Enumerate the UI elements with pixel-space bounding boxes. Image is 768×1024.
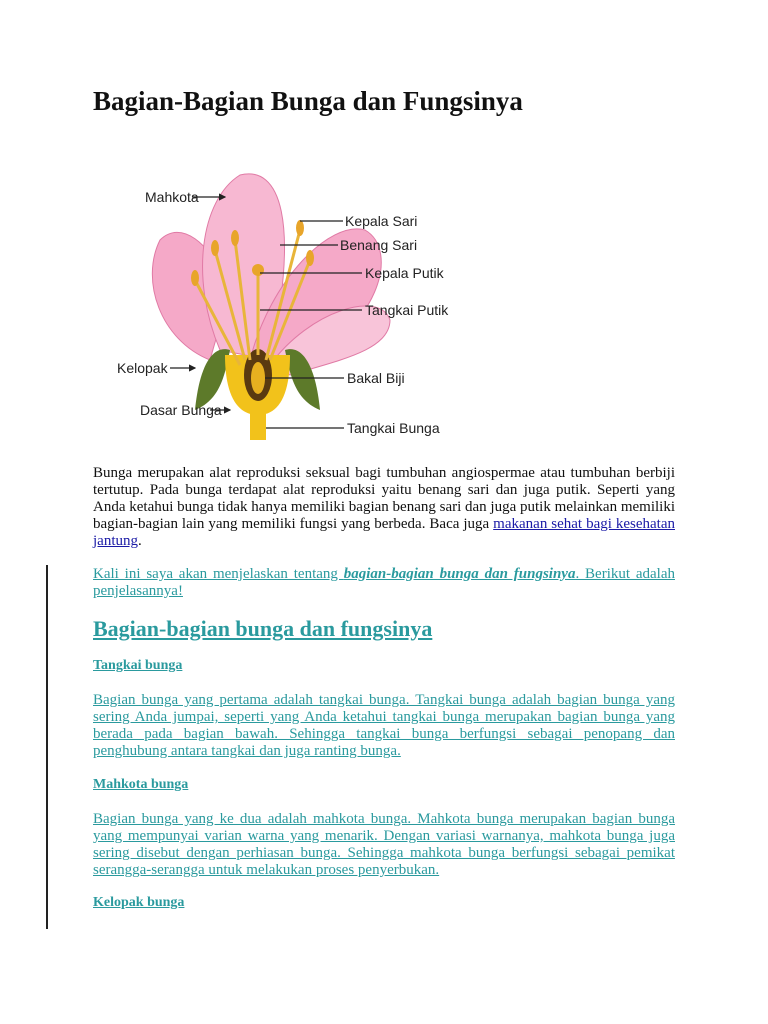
intro-end: . xyxy=(138,533,142,549)
label-kepala-sari: Kepala Sari xyxy=(345,213,418,229)
intro-paragraph xyxy=(93,465,675,550)
lead-paragraph[interactable] xyxy=(93,566,675,600)
section-heading[interactable]: Bagian-bagian bunga dan fungsinya xyxy=(93,616,433,641)
flower-diagram xyxy=(100,160,500,450)
heading-mahkota-bunga[interactable]: Mahkota bunga xyxy=(93,777,189,792)
heading-kelopak-bunga[interactable]: Kelopak bunga xyxy=(93,895,185,910)
label-bakal-biji: Bakal Biji xyxy=(347,370,405,386)
label-benang-sari: Benang Sari xyxy=(340,237,418,253)
intro-text: Bunga merupakan alat reproduksi seksual bagi tumbuhan angiospermae atau tumbuhan berbiji tertutup. Pada bunga terdapat alat reproduksi yaitu benang sari dan juga putik. Seperti yang Anda ketahui bunga tidak hanya memiliki bagian benang sari dan juga putik melainkan memiliki bagian-bagian lain yang memiliki fungsi yang berbeda. Baca juga xyxy=(93,465,675,532)
lead-emphasis: bagian-bagian bunga dan fungsinya xyxy=(343,566,576,582)
paragraph-mahkota-bunga[interactable]: Bagian bunga yang ke dua adalah mahkota bunga. Mahkota bunga merupakan bagian bunga yang mempunyai varian warna yang menarik. Dengan variasi warnanya, mahkota bunga juga sering disebut dengan perhiasan bunga. Sehingga mahkota bunga berfungsi sebagai pemikat serangga-serangga untuk melakukan proses penyerbukan. xyxy=(93,811,675,878)
label-mahkota: Mahkota xyxy=(145,189,199,205)
link-makanan-sehat[interactable]: makanan sehat bagi kesehatan jantung xyxy=(93,516,675,549)
paragraph-tangkai-bunga[interactable]: Bagian bunga yang pertama adalah tangkai bunga. Tangkai bunga adalah bagian bunga yang sering Anda jumpai, seperti yang Anda ketahui tangkai bunga merupakan bagian bunga yang berada pada bagian bawah. Sehingga tangkai bunga berfungsi sebagai penopang dan penghubung antara tangkai dan juga ranting bunga. xyxy=(93,692,675,759)
label-dasar-bunga: Dasar Bunga xyxy=(140,402,222,418)
lead-after: . Berikut adalah penjelasannya! xyxy=(93,566,675,599)
label-tangkai-bunga: Tangkai Bunga xyxy=(347,420,440,436)
label-kepala-putik: Kepala Putik xyxy=(365,265,444,281)
label-tangkai-putik: Tangkai Putik xyxy=(365,302,449,318)
heading-tangkai-bunga[interactable]: Tangkai bunga xyxy=(93,658,183,673)
label-kelopak: Kelopak xyxy=(117,360,168,376)
page-title: Bagian-Bagian Bunga dan Fungsinya xyxy=(93,86,523,116)
margin-bar xyxy=(46,565,48,929)
lead-text: Kali ini saya akan menjelaskan tentang xyxy=(93,566,344,582)
